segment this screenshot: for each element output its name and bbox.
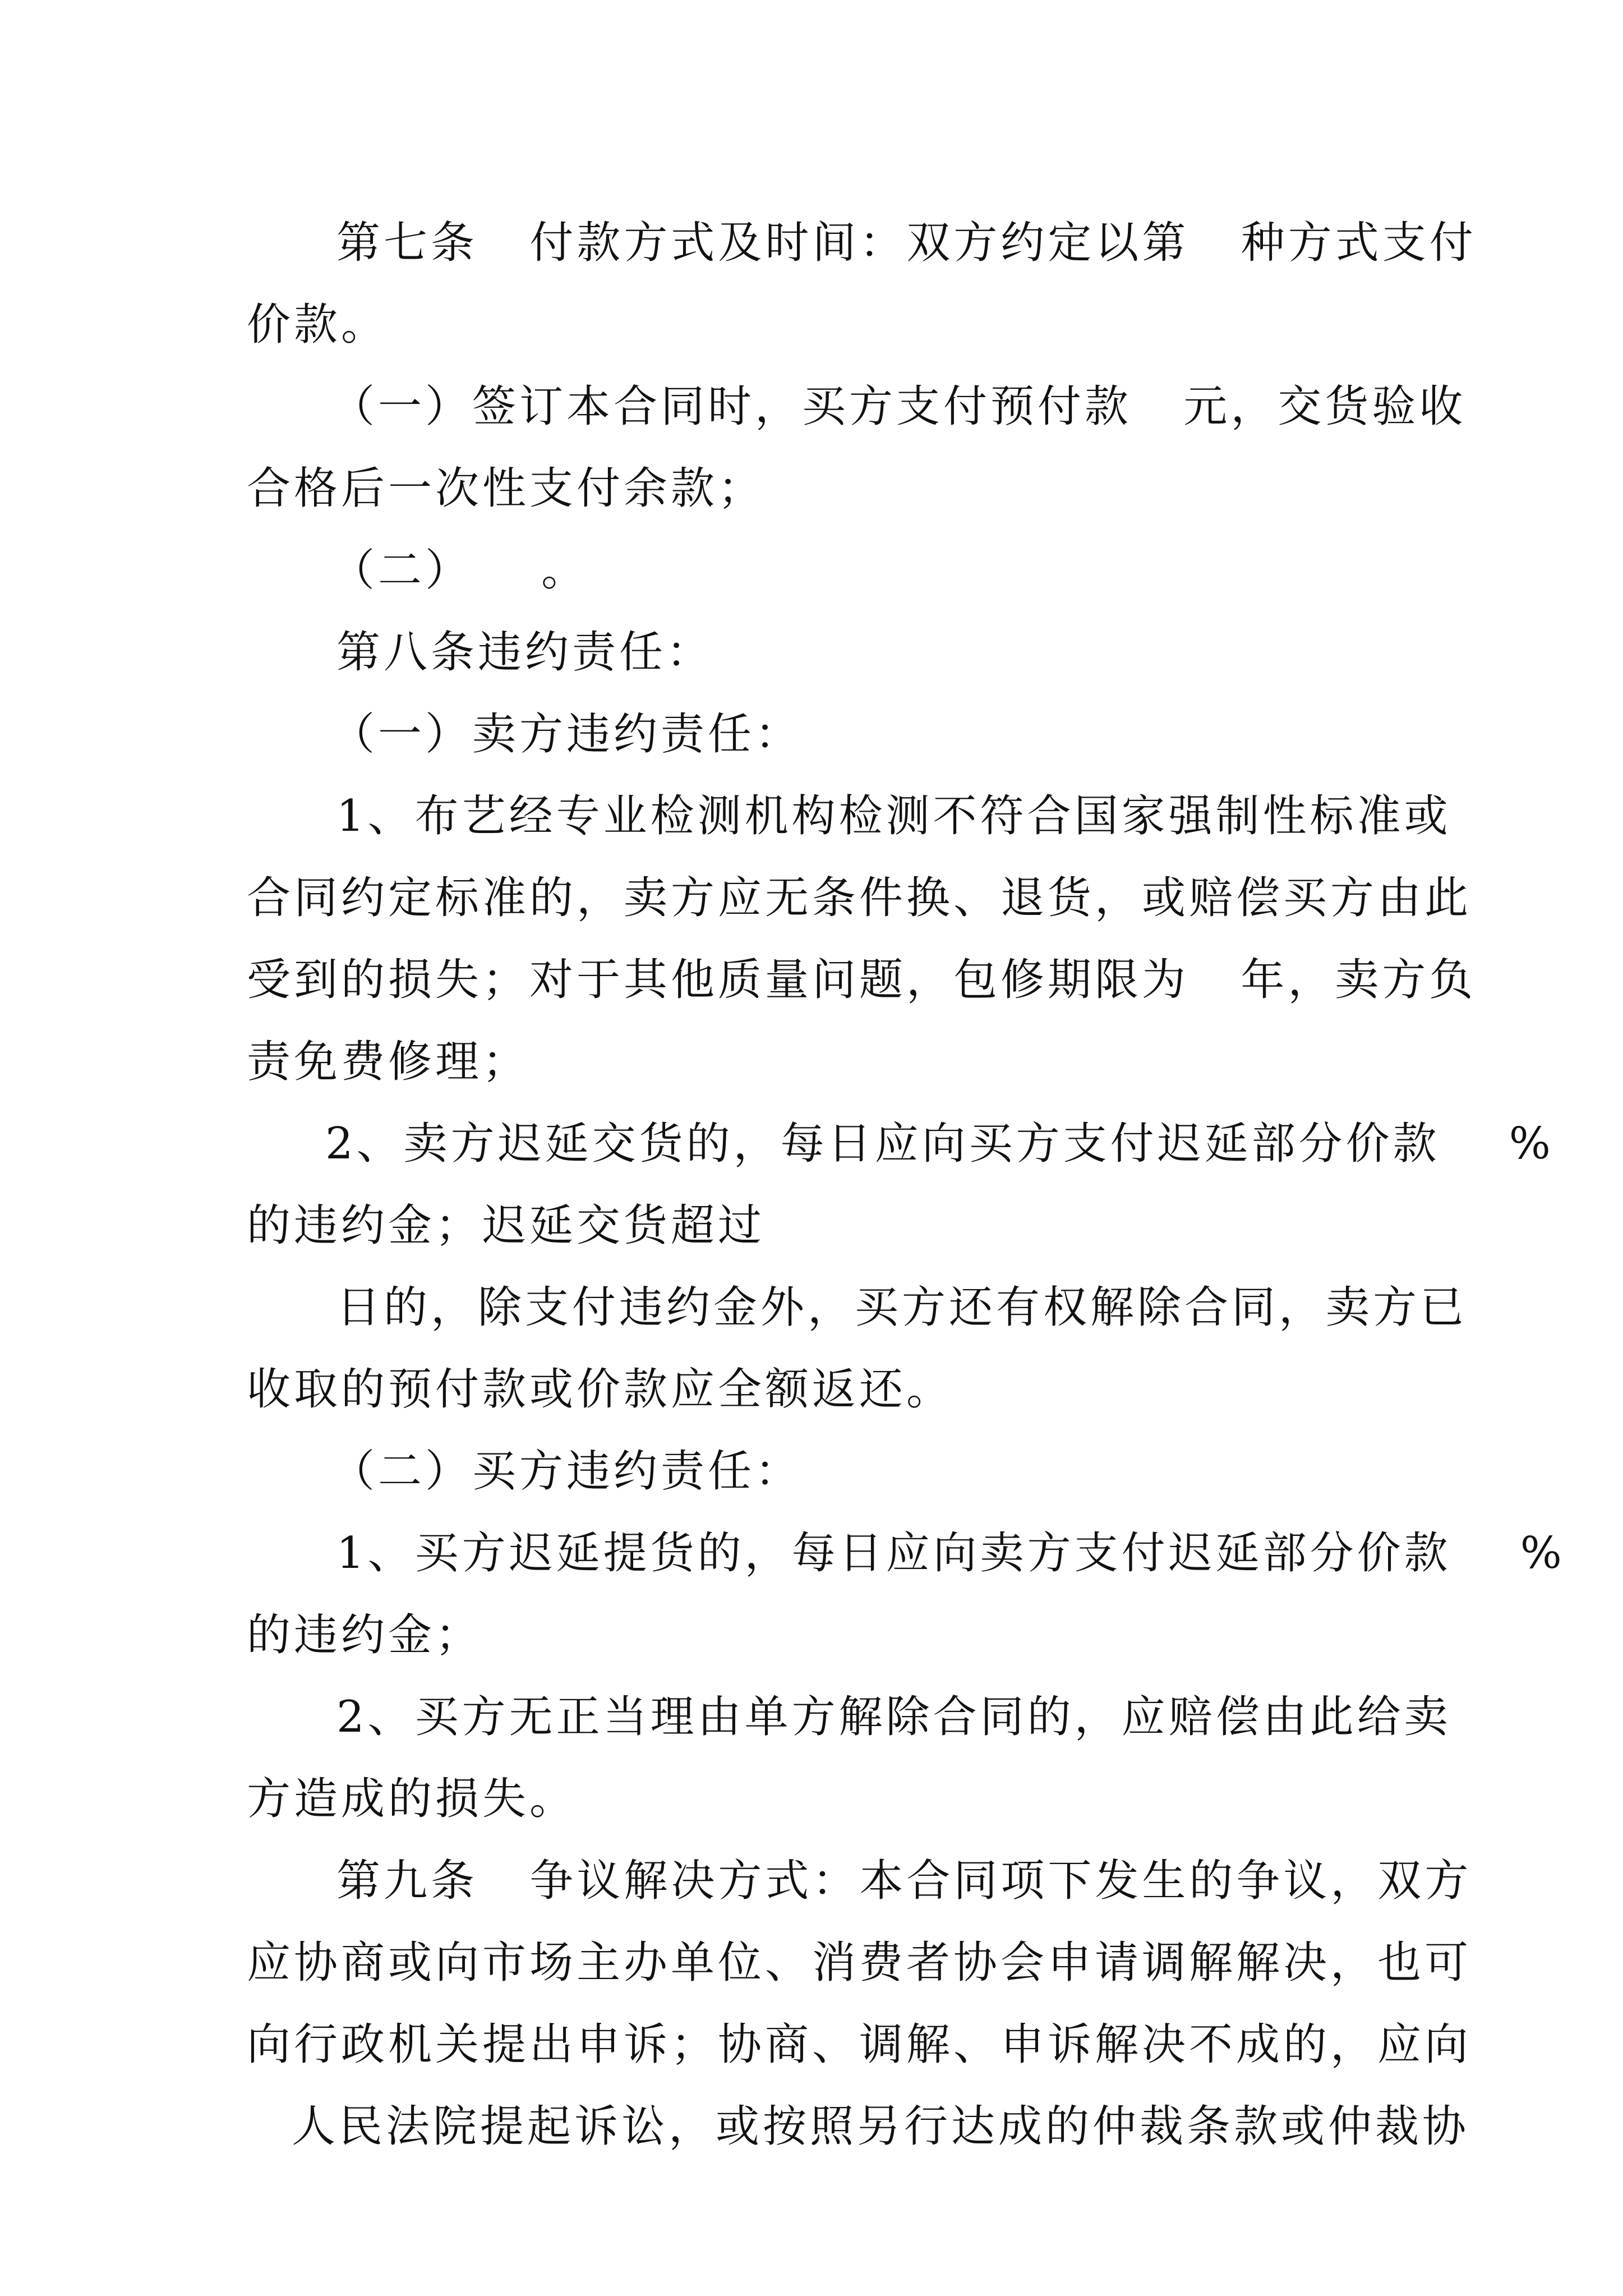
seller-liability-item-2-line-4: 收取的预付款或价款应全额返还。 xyxy=(247,1364,954,1415)
buyer-liability-item-2: 2、买方无正当理由单方解除合同的，应赔偿由此给卖 xyxy=(336,1692,1451,1742)
payment-option-1: （一）签订本合同时，买方支付预付款 元，交货验收 xyxy=(331,381,1467,432)
article-9-line-2: 应协商或向市场主办单位、消费者协会申请调解解决，也可 xyxy=(247,1938,1472,1988)
article-7-continuation: 价款。 xyxy=(247,300,389,350)
seller-liability-item-2-line-2: 的违约金；迟延交货超过 xyxy=(247,1200,766,1251)
seller-liability-item-1: 1、布艺经专业检测机构检测不符合国家强制性标准或 xyxy=(336,791,1451,841)
payment-option-2: （二） 。 xyxy=(331,545,589,596)
seller-liability-heading: （一）卖方违约责任： xyxy=(331,709,803,760)
article-9-line-3: 向行政机关提出申诉；协商、调解、申诉解决不成的，应向 xyxy=(247,2019,1472,2070)
buyer-liability-item-1-line-2: 的违约金； xyxy=(247,1610,483,1660)
article-7-heading: 第七条 付款方式及时间：双方约定以第 种方式支付 xyxy=(336,218,1477,268)
buyer-liability-item-2-line-2: 方造成的损失。 xyxy=(247,1774,577,1824)
article-9-line-4: 人民法院提起诉讼，或按照另行达成的仲裁条款或仲裁协 xyxy=(292,2101,1470,2152)
seller-liability-item-1-line-4: 责免费修理； xyxy=(247,1037,530,1087)
article-9-heading: 第九条 争议解决方式：本合同项下发生的争议，双方 xyxy=(336,1856,1472,1906)
seller-liability-item-1-line-2: 合同约定标准的，卖方应无条件换、退货，或赔偿买方由此 xyxy=(247,873,1472,923)
seller-liability-item-2-line-3: 日的，除支付违约金外，买方还有权解除合同，卖方已 xyxy=(336,1282,1468,1333)
seller-liability-item-1-line-3: 受到的损失；对于其他质量问题，包修期限为 年，卖方负 xyxy=(247,955,1477,1005)
article-8-heading: 第八条违约责任： xyxy=(336,627,714,678)
contract-body xyxy=(247,202,1565,2168)
buyer-liability-item-1: 1、买方迟延提货的，每日应向卖方支付迟延部分价款 % xyxy=(336,1528,1565,1579)
seller-liability-item-2: 2、卖方迟延交货的，每日应向买方支付迟延部分价款 % xyxy=(325,1119,1554,1169)
payment-option-1-continuation: 合格后一次性支付余款； xyxy=(247,463,766,514)
buyer-liability-heading: （二）买方违约责任： xyxy=(331,1446,803,1497)
